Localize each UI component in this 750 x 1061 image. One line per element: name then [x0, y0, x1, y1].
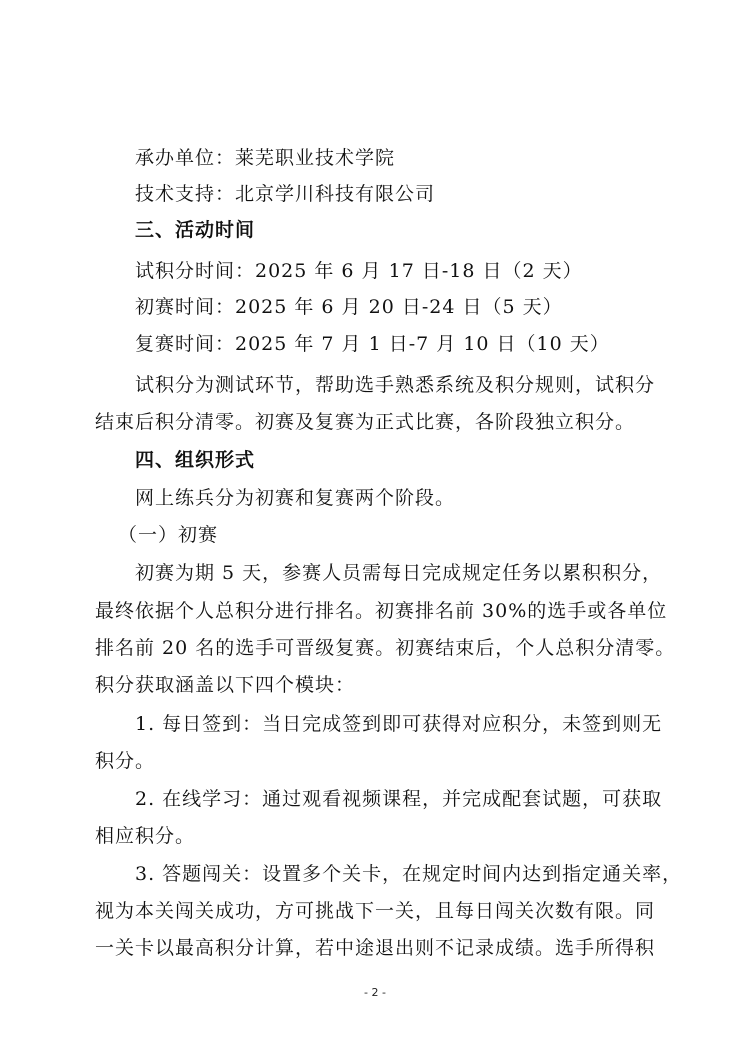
- list-item-continuation: 积分。: [95, 750, 156, 772]
- paragraph-line: 网上练兵分为初赛和复赛两个阶段。: [135, 487, 456, 509]
- trial-time-line: 试积分时间：2025 年 6 月 17 日-18 日（2 天）: [135, 260, 583, 282]
- paragraph-line: 最终依据个人总积分进行排名。初赛排名前 30%的选手或各单位: [95, 600, 668, 622]
- list-item-quiz: 3. 答题闯关：设置多个关卡，在规定时间内达到指定通关率，: [135, 863, 683, 885]
- paragraph-line: 积分获取涵盖以下四个模块：: [95, 674, 356, 696]
- list-item-online-learning: 2. 在线学习：通过观看视频课程，并完成配套试题，可获取: [135, 788, 663, 810]
- list-item-continuation: 相应积分。: [95, 825, 196, 847]
- tech-support-line: 技术支持：北京学川科技有限公司: [135, 183, 436, 205]
- paragraph-line: 排名前 20 名的选手可晋级复赛。初赛结束后，个人总积分清零。: [95, 637, 676, 659]
- section-heading-time: 三、活动时间: [135, 219, 256, 241]
- paragraph-line: 初赛为期 5 天，参赛人员需每日完成规定任务以累积积分，: [135, 562, 663, 584]
- list-item-continuation: 一关卡以最高积分计算，若中途退出则不记录成绩。选手所得积: [95, 937, 656, 959]
- list-item-checkin: 1. 每日签到：当日完成签到即可获得对应积分，未签到则无: [135, 713, 663, 735]
- paragraph-line: 结束后积分清零。初赛及复赛为正式比赛，各阶段独立积分。: [95, 411, 636, 433]
- list-item-continuation: 视为本关闯关成功，方可挑战下一关，且每日闯关次数有限。同: [95, 900, 656, 922]
- paragraph-line: 试积分为测试环节，帮助选手熟悉系统及积分规则，试积分: [135, 374, 656, 396]
- subsection-heading-prelim: （一）初赛: [118, 524, 219, 546]
- section-heading-organization: 四、组织形式: [135, 449, 256, 471]
- organizer-line: 承办单位：莱芜职业技术学院: [135, 147, 396, 169]
- rematch-time-line: 复赛时间：2025 年 7 月 1 日-7 月 10 日（10 天）: [135, 333, 610, 355]
- prelim-time-line: 初赛时间：2025 年 6 月 20 日-24 日（5 天）: [135, 296, 563, 318]
- page-number: - 2 -: [364, 986, 386, 999]
